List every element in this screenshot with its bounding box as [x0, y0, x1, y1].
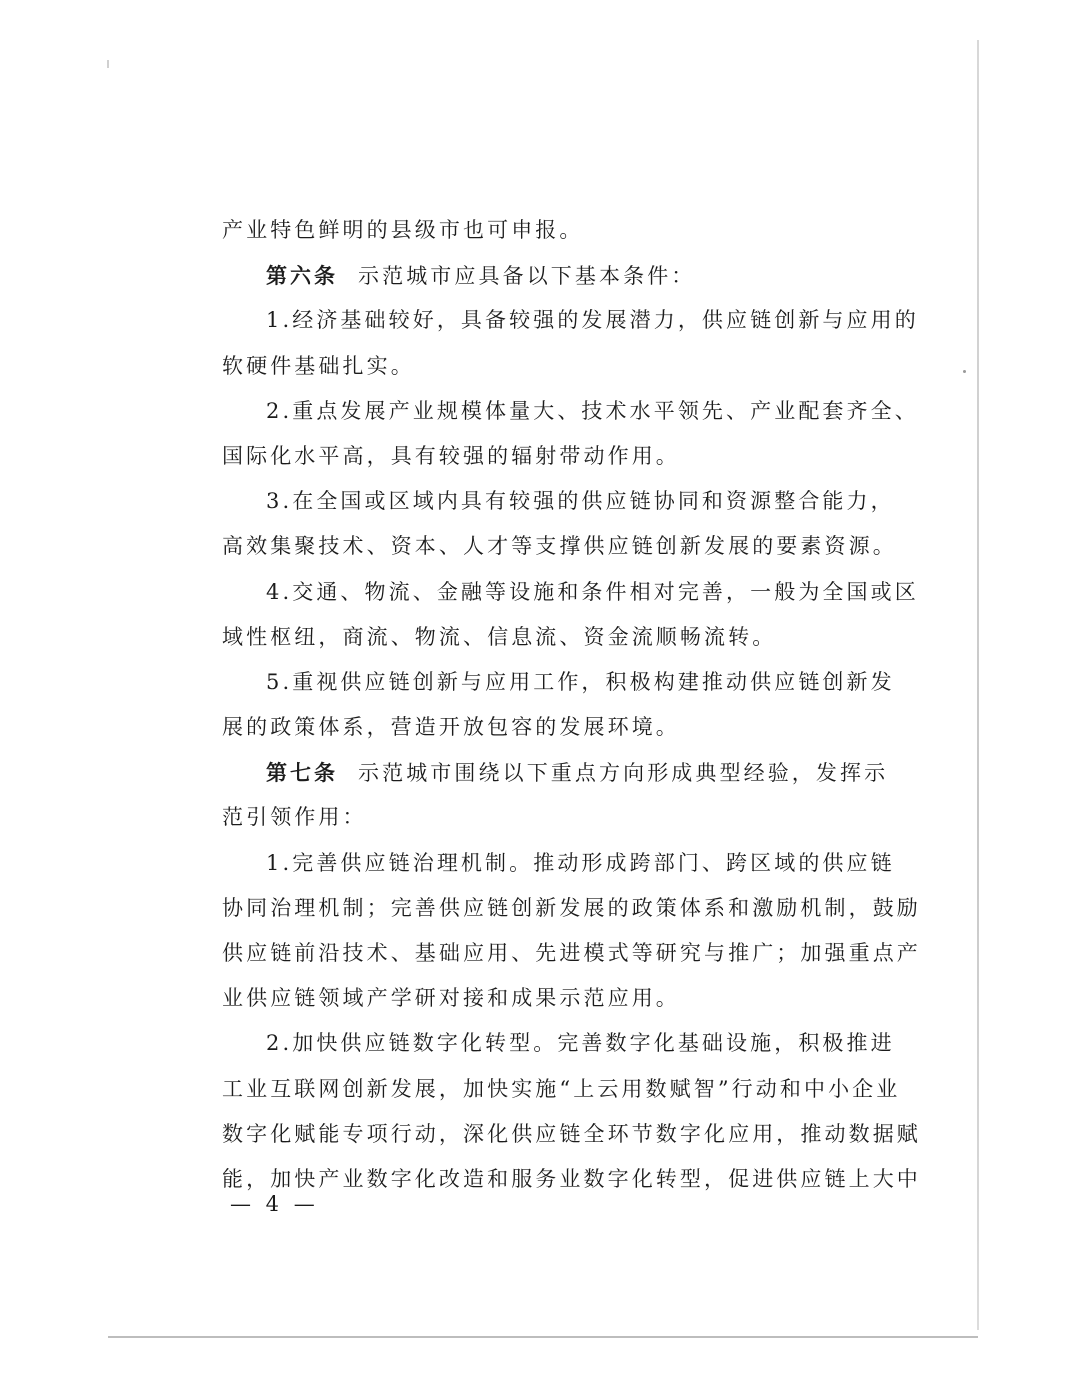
text-line: 5.重视供应链创新与应用工作，积极构建推动供应链创新发 — [266, 669, 895, 694]
article-7-label: 第七条 — [266, 760, 338, 786]
text-line: 1.完善供应链治理机制。推动形成跨部门、跨区域的供应链 — [266, 850, 895, 875]
text-line: 软硬件基础扎实。 — [222, 353, 415, 378]
text-line: 协同治理机制；完善供应链创新发展的政策体系和激励机制，鼓励 — [222, 895, 921, 920]
page-edge-right — [977, 40, 979, 1330]
article-6-heading — [222, 253, 862, 298]
page-edge-bottom — [108, 1336, 978, 1338]
article-6-label: 第六条 — [266, 263, 338, 289]
text-line: 供应链前沿技术、基础应用、先进模式等研究与推广；加强重点产 — [222, 941, 921, 965]
scan-artifact-mark — [963, 370, 966, 373]
text-line: 3.在全国或区域内具有较强的供应链协同和资源整合能力， — [266, 489, 895, 514]
text-line: 4.交通、物流、金融等设施和条件相对完善，一般为全国或区 — [266, 579, 919, 604]
text-line: 能，加快产业数字化改造和服务业数字化转型，促进供应链上大中 — [222, 1166, 921, 1191]
page-number: — 4 — — [230, 1192, 319, 1216]
text-line: 数字化赋能专项行动，深化供应链全环节数字化应用，推动数据赋 — [222, 1121, 921, 1146]
text-line: 展的政策体系，营造开放包容的发展环境。 — [222, 715, 680, 740]
article-7-text: 示范城市围绕以下重点方向形成典型经验，发挥示 — [358, 761, 889, 786]
text-line: 国际化水平高，具有较强的辐射带动作用。 — [222, 443, 680, 468]
text-line: 业供应链领域产学研对接和成果示范应用。 — [222, 986, 680, 1011]
text-line: 域性枢纽，商流、物流、信息流、资金流顺畅流转。 — [222, 624, 777, 649]
text-line: 1.经济基础较好，具备较强的发展潜力，供应链创新与应用的 — [266, 308, 919, 333]
text-line: 2.重点发展产业规模体量大、技术水平领先、产业配套齐全、 — [266, 398, 919, 423]
text-line: 高效集聚技术、资本、人才等支撑供应链创新发展的要素资源。 — [222, 534, 897, 559]
scan-artifact — [107, 60, 109, 68]
document-body — [222, 208, 921, 1202]
text-line: 2.加快供应链数字化转型。完善数字化基础设施，积极推进 — [266, 1031, 895, 1056]
article-7-heading — [222, 750, 889, 795]
article-6-text: 示范城市应具备以下基本条件： — [358, 264, 696, 289]
text-line: 范引领作用： — [222, 805, 367, 830]
text-line: 工业互联网创新发展，加快实施“上云用数赋智”行动和中小企业 — [222, 1076, 901, 1101]
text-line: 产业特色鲜明的县级市也可申报。 — [222, 218, 584, 242]
